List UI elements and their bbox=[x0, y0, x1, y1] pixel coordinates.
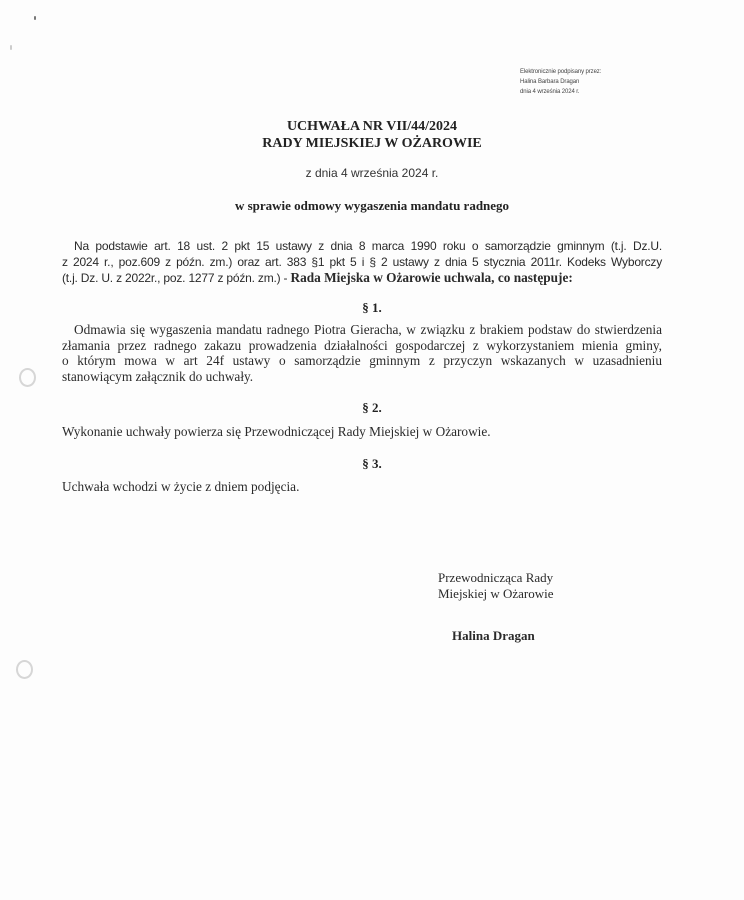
preamble bbox=[62, 239, 662, 287]
preamble-line: z 2024 r., poz.609 z późn. zm.) oraz art. 383 §1 pkt 5 i § 2 ustawy z dnia 5 stycznia 2011r. Kodeks Wyborczy bbox=[62, 254, 662, 269]
resolution-number: UCHWAŁA NR VII/44/2024 bbox=[286, 119, 458, 134]
section-1-text bbox=[62, 322, 662, 384]
signatory-role-line: Przewodnicząca Rady bbox=[438, 570, 554, 585]
section-line: Uchwała wchodzi w życie z dniem podjęcia. bbox=[62, 479, 300, 494]
electronic-signature-stamp bbox=[520, 67, 601, 97]
scan-speck bbox=[34, 16, 36, 20]
resolution-subject: w sprawie odmowy wygaszenia mandatu radnego bbox=[234, 198, 510, 213]
esign-date: dnia 4 września 2024 r. bbox=[520, 89, 580, 95]
resolution-date: z dnia 4 września 2024 r. bbox=[305, 166, 439, 180]
esign-signer: Halina Barbara Dragan bbox=[520, 79, 580, 85]
preamble-line: Na podstawie art. 18 ust. 2 pkt 15 ustawy z dnia 8 marca 1990 roku o samorządzie gminnym (t.j. Dz.U. bbox=[74, 239, 662, 253]
esign-label: Elektronicznie podpisany przez: bbox=[520, 69, 602, 75]
section-line: złamania przez radnego zakazu prowadzenia działalności gospodarczej z wykorzystaniem mienia gminy, bbox=[62, 337, 662, 353]
preamble-enacting-clause: Rada Miejska w Ożarowie uchwala, co następuje: bbox=[290, 270, 573, 285]
signatory-role-line: Miejskiej w Ożarowie bbox=[438, 585, 554, 601]
punch-hole-icon bbox=[19, 368, 36, 387]
preamble-legal-basis: (t.j. Dz. U. z 2022r., poz. 1277 z późn. zm.) - bbox=[62, 271, 291, 285]
section-line: o którym mowa w art 24f ustawy o samorządzie gminnym z przyczyn wskazanych w uzasadnieniu bbox=[62, 353, 662, 368]
section-line: stanowiącym załącznik do uchwały. bbox=[62, 368, 254, 384]
scan-speck bbox=[10, 45, 12, 50]
section-line: Odmawia się wygaszenia mandatu radnego Piotra Gieracha, w związku z brakiem podstaw do stwierdzenia bbox=[74, 322, 662, 337]
section-3-mark: § 3. bbox=[362, 456, 382, 471]
section-line: Wykonanie uchwały powierza się Przewodniczącej Rady Miejskiej w Ożarowie. bbox=[62, 424, 491, 439]
section-1-mark: § 1. bbox=[362, 300, 382, 315]
signatory-name: Halina Dragan bbox=[452, 628, 535, 643]
section-2-text bbox=[62, 424, 662, 440]
signatory-role bbox=[438, 570, 554, 601]
punch-hole-icon bbox=[16, 660, 33, 679]
section-3-text bbox=[62, 479, 662, 495]
issuing-body: RADY MIEJSKIEJ W OŻAROWIE bbox=[262, 136, 482, 151]
section-2-mark: § 2. bbox=[362, 400, 382, 415]
preamble-line bbox=[62, 270, 662, 287]
